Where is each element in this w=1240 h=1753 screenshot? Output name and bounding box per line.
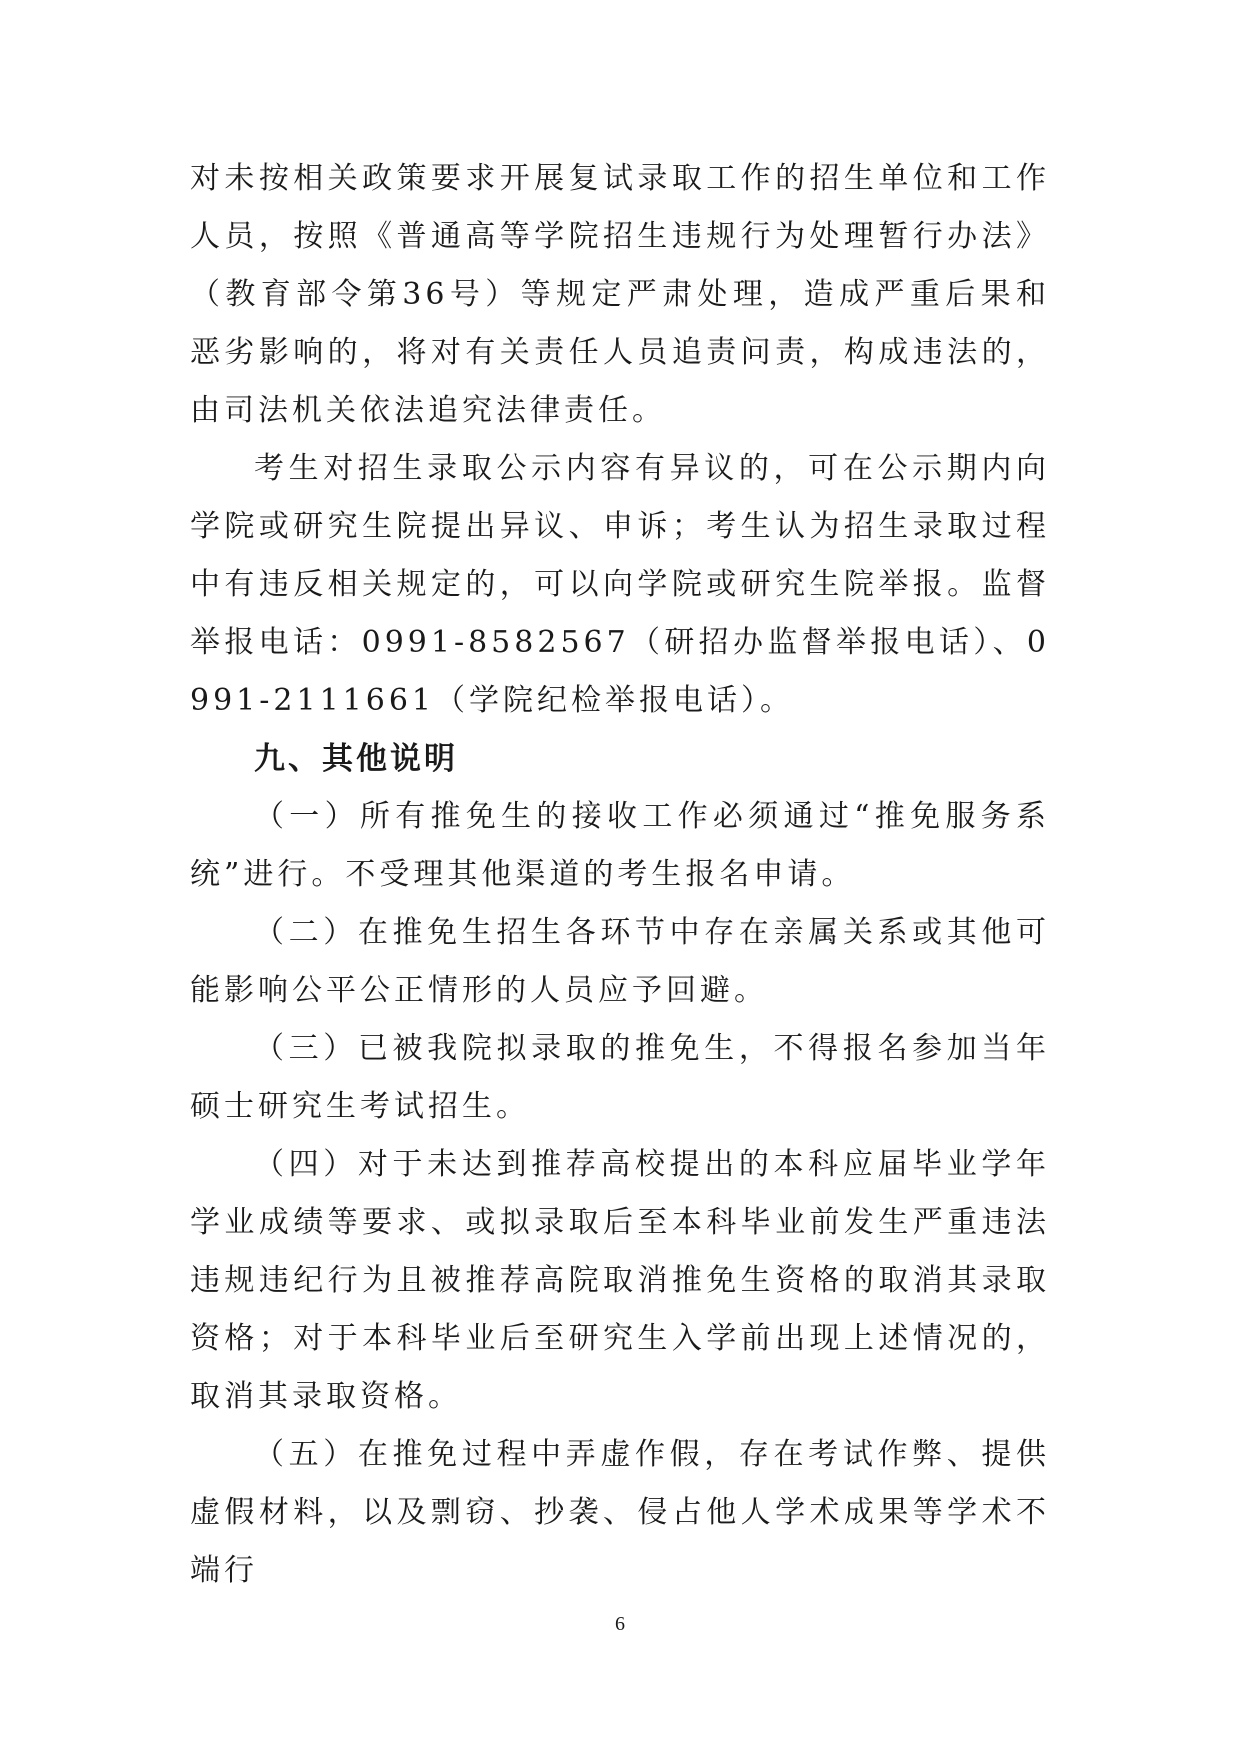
- document-page: [190, 150, 1050, 1588]
- list-item-1: （一）所有推免生的接收工作必须通过“推免服务系统”进行。不受理其他渠道的考生报名申请。: [190, 799, 1050, 892]
- section-heading-other-notes: 九、其他说明: [254, 741, 458, 777]
- list-item-4: （四）对于未达到推荐高校提出的本科应届毕业学年学业成绩等要求、或拟录取后至本科毕业前发生严重违法违规违纪行为且被推荐高院取消推免生资格的取消其录取资格；对于本科毕业后至研究生入学前出现上述情况的，取消其录取资格。: [190, 1147, 1050, 1414]
- page-number: 6: [615, 1613, 625, 1635]
- paragraph-complaint-hotline: 考生对招生录取公示内容有异议的，可在公示期内向学院或研究生院提出异议、申诉；考生认为招生录取过程中有违反相关规定的，可以向学院或研究生院举报。监督举报电话：0991-8582567（研招办监督举报电话）、0991-2111661（学院纪检举报电话）。: [190, 451, 1050, 718]
- list-item-2: （二）在推免生招生各环节中存在亲属关系或其他可能影响公平公正情形的人员应予回避。: [190, 915, 1050, 1008]
- paragraph-penalty: 对未按相关政策要求开展复试录取工作的招生单位和工作人员，按照《普通高等学院招生违规行为处理暂行办法》（教育部令第36号）等规定严肃处理，造成严重后果和恶劣影响的，将对有关责任人员追责问责，构成违法的，由司法机关依法追究法律责任。: [190, 161, 1050, 428]
- list-item-5: （五）在推免过程中弄虚作假，存在考试作弊、提供虚假材料，以及剽窃、抄袭、侵占他人学术成果等学术不端行: [190, 1437, 1050, 1588]
- list-item-3: （三）已被我院拟录取的推免生，不得报名参加当年硕士研究生考试招生。: [190, 1031, 1050, 1124]
